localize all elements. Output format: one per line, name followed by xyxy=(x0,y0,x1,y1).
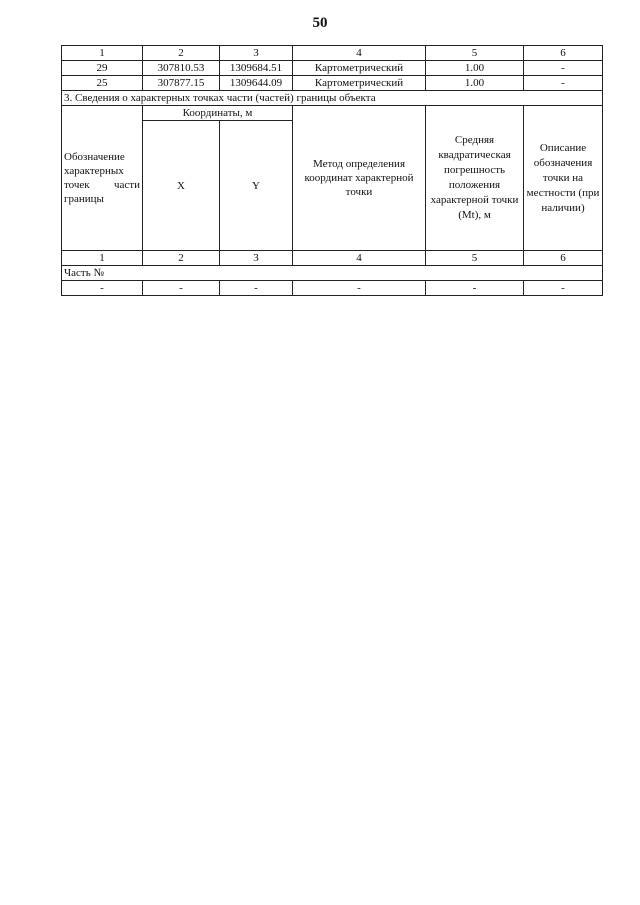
column-number: 3 xyxy=(220,46,293,61)
empty-cell: - xyxy=(220,281,293,296)
empty-cell: - xyxy=(143,281,220,296)
part-row xyxy=(62,266,603,281)
header-coordinates: Координаты, м xyxy=(143,106,293,121)
description: - xyxy=(524,76,603,91)
column-number: 3 xyxy=(220,251,293,266)
coord-y: 1309644.09 xyxy=(220,76,293,91)
coord-x: 307877.15 xyxy=(143,76,220,91)
coord-y: 1309684.51 xyxy=(220,61,293,76)
method: Картометрический xyxy=(293,61,426,76)
column-number: 4 xyxy=(293,251,426,266)
empty-cell: - xyxy=(524,281,603,296)
empty-cell: - xyxy=(293,281,426,296)
coord-x: 307810.53 xyxy=(143,61,220,76)
point-id: 25 xyxy=(62,76,143,91)
method: Картометрический xyxy=(293,76,426,91)
boundary-points-table xyxy=(61,45,603,296)
point-id: 29 xyxy=(62,61,143,76)
section-title: 3. Сведения о характерных точках части (частей) границы объекта xyxy=(62,91,603,106)
column-number: 5 xyxy=(426,251,524,266)
column-number: 1 xyxy=(62,46,143,61)
column-number: 6 xyxy=(524,251,603,266)
empty-cell: - xyxy=(426,281,524,296)
section-title-row xyxy=(62,91,603,106)
column-number: 1 xyxy=(62,251,143,266)
column-number: 6 xyxy=(524,46,603,61)
table-row xyxy=(62,281,603,296)
part-label: Часть № xyxy=(62,266,603,281)
column-number-row xyxy=(62,251,603,266)
accuracy: 1.00 xyxy=(426,61,524,76)
column-number: 5 xyxy=(426,46,524,61)
column-number: 2 xyxy=(143,46,220,61)
header-method: Метод определения координат характерной точки xyxy=(293,106,426,251)
header-y: Y xyxy=(220,121,293,251)
header-x: X xyxy=(143,121,220,251)
page-number: 50 xyxy=(312,15,328,31)
table-row xyxy=(62,76,603,91)
header-description: Описание обозначения точки на местности (при наличии) xyxy=(524,106,603,251)
column-number: 2 xyxy=(143,251,220,266)
column-number-row xyxy=(62,46,603,61)
header-row xyxy=(62,106,603,121)
column-number: 4 xyxy=(293,46,426,61)
empty-cell: - xyxy=(62,281,143,296)
header-accuracy: Средняя квадратическая погрешность положения характерной точки (Mt), м xyxy=(426,106,524,251)
description: - xyxy=(524,61,603,76)
accuracy: 1.00 xyxy=(426,76,524,91)
header-designation: Обозначение характерных точек части границы xyxy=(62,106,143,251)
table-row xyxy=(62,61,603,76)
